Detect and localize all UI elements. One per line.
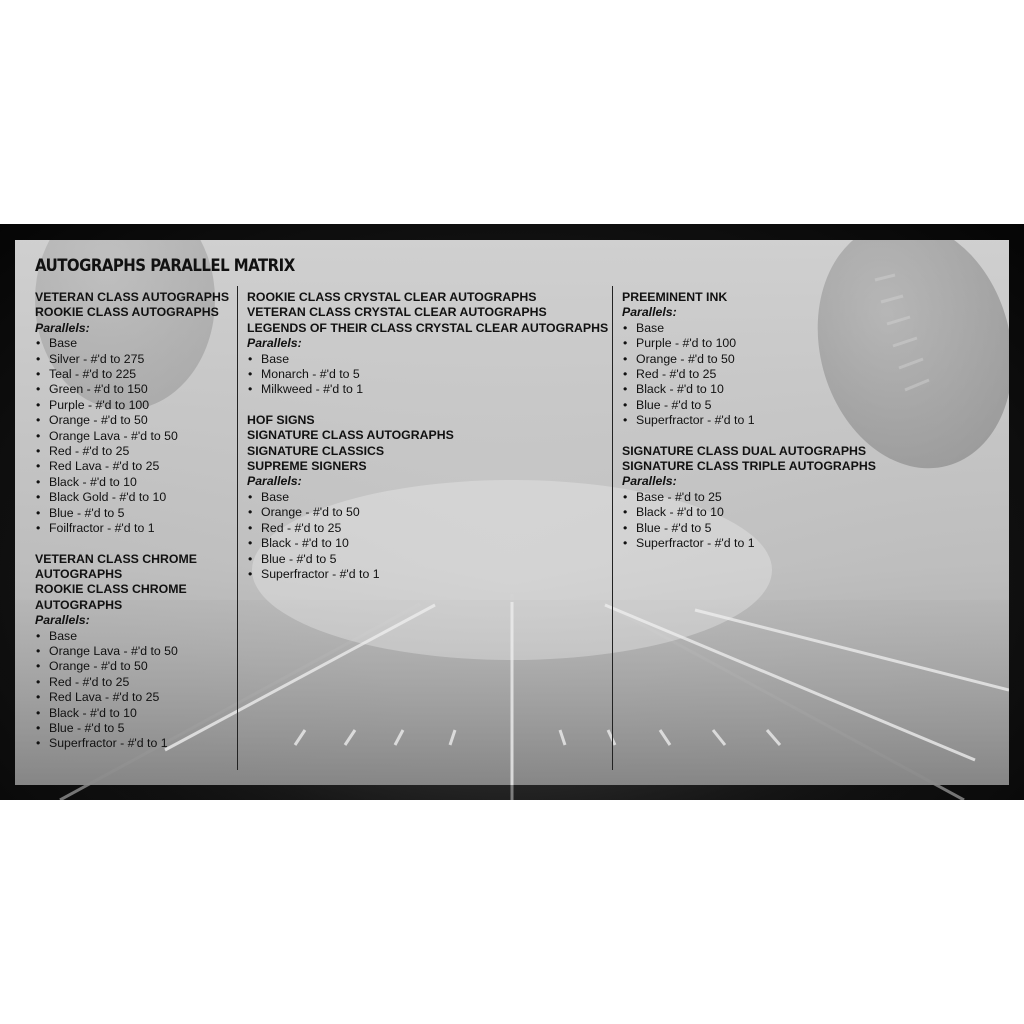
parallels-label: Parallels: (622, 305, 677, 320)
column-right (622, 290, 922, 567)
list-item: • Orange - #'d to 50 (622, 352, 922, 367)
list-item: • Teal - #'d to 225 (35, 367, 235, 382)
parallel-list (247, 352, 612, 398)
parallels-label: Parallels: (247, 474, 302, 489)
group-heading: SIGNATURE CLASS DUAL AUTOGRAPHS (622, 443, 867, 458)
list-item: • Red Lava - #'d to 25 (35, 459, 235, 474)
group-heading: ROOKIE CLASS CRYSTAL CLEAR AUTOGRAPHS (247, 290, 537, 304)
group-heading: VETERAN CLASS AUTOGRAPHS (35, 290, 230, 304)
list-item: • Blue - #'d to 5 (247, 552, 612, 567)
list-item: • Orange Lava - #'d to 50 (35, 429, 235, 444)
group-heading: SIGNATURE CLASSICS (247, 443, 385, 458)
list-item: • Base - #'d to 25 (622, 490, 922, 505)
parallel-list (35, 629, 235, 752)
list-item: • Purple - #'d to 100 (35, 398, 235, 413)
list-item: • Black Gold - #'d to 10 (35, 490, 235, 505)
list-item: • Foilfractor - #'d to 1 (35, 521, 235, 536)
list-item: • Red - #'d to 25 (247, 521, 612, 536)
group-heading: ROOKIE CLASS CHROME AUTOGRAPHS (35, 582, 187, 612)
list-item: • Purple - #'d to 100 (622, 336, 922, 351)
banner-background (0, 224, 1024, 800)
list-item: • Red - #'d to 25 (622, 367, 922, 382)
autograph-group (35, 552, 235, 752)
list-item: • Base (35, 336, 235, 351)
list-item: • Superfractor - #'d to 1 (622, 413, 922, 428)
group-heading: SIGNATURE CLASS AUTOGRAPHS (247, 428, 454, 443)
list-item: • Black - #'d to 10 (622, 505, 922, 520)
column-divider (612, 286, 613, 770)
autograph-group (622, 444, 922, 552)
list-item: • Orange - #'d to 50 (247, 505, 612, 520)
list-item: • Blue - #'d to 5 (35, 506, 235, 521)
autograph-group (622, 290, 922, 429)
group-heading: SUPREME SIGNERS (247, 459, 367, 474)
group-heading: SIGNATURE CLASS TRIPLE AUTOGRAPHS (622, 459, 876, 474)
list-item: • Base (247, 352, 612, 367)
group-heading: VETERAN CLASS CHROME AUTOGRAPHS (35, 551, 197, 581)
parallel-list (622, 490, 922, 552)
list-item: • Black - #'d to 10 (35, 475, 235, 490)
list-item: • Monarch - #'d to 5 (247, 367, 612, 382)
autograph-group (35, 290, 235, 537)
list-item: • Red Lava - #'d to 25 (35, 690, 235, 705)
parallel-list (35, 336, 235, 536)
group-heading: VETERAN CLASS CRYSTAL CLEAR AUTOGRAPHS (247, 305, 547, 320)
list-item: • Orange Lava - #'d to 50 (35, 644, 235, 659)
column-middle (247, 290, 612, 597)
list-item: • Superfractor - #'d to 1 (247, 567, 612, 582)
list-item: • Superfractor - #'d to 1 (35, 736, 235, 751)
page-title: AUTOGRAPHS PARALLEL MATRIX (35, 256, 295, 276)
group-heading: HOF SIGNS (247, 412, 315, 427)
parallel-matrix-panel (15, 240, 1009, 785)
parallel-list (247, 490, 612, 582)
column-left (35, 290, 235, 767)
autograph-group (247, 413, 612, 582)
list-item: • Black - #'d to 10 (247, 536, 612, 551)
group-heading: PREEMINENT INK (622, 290, 728, 304)
list-item: • Black - #'d to 10 (622, 382, 922, 397)
list-item: • Red - #'d to 25 (35, 444, 235, 459)
parallels-label: Parallels: (622, 474, 677, 489)
column-divider (237, 286, 238, 770)
list-item: • Black - #'d to 10 (35, 706, 235, 721)
list-item: • Blue - #'d to 5 (622, 398, 922, 413)
list-item: • Superfractor - #'d to 1 (622, 536, 922, 551)
group-heading: LEGENDS OF THEIR CLASS CRYSTAL CLEAR AUTOGRAPHS (247, 320, 609, 335)
list-item: • Base (35, 629, 235, 644)
list-item: • Orange - #'d to 50 (35, 659, 235, 674)
autograph-group (247, 290, 612, 398)
list-item: • Green - #'d to 150 (35, 382, 235, 397)
parallels-label: Parallels: (247, 336, 302, 351)
parallels-label: Parallels: (35, 613, 90, 628)
list-item: • Blue - #'d to 5 (622, 521, 922, 536)
list-item: • Base (247, 490, 612, 505)
list-item: • Base (622, 321, 922, 336)
list-item: • Silver - #'d to 275 (35, 352, 235, 367)
group-heading: ROOKIE CLASS AUTOGRAPHS (35, 305, 219, 320)
list-item: • Milkweed - #'d to 1 (247, 382, 612, 397)
list-item: • Red - #'d to 25 (35, 675, 235, 690)
parallel-list (622, 321, 922, 429)
list-item: • Orange - #'d to 50 (35, 413, 235, 428)
parallels-label: Parallels: (35, 320, 90, 335)
list-item: • Blue - #'d to 5 (35, 721, 235, 736)
